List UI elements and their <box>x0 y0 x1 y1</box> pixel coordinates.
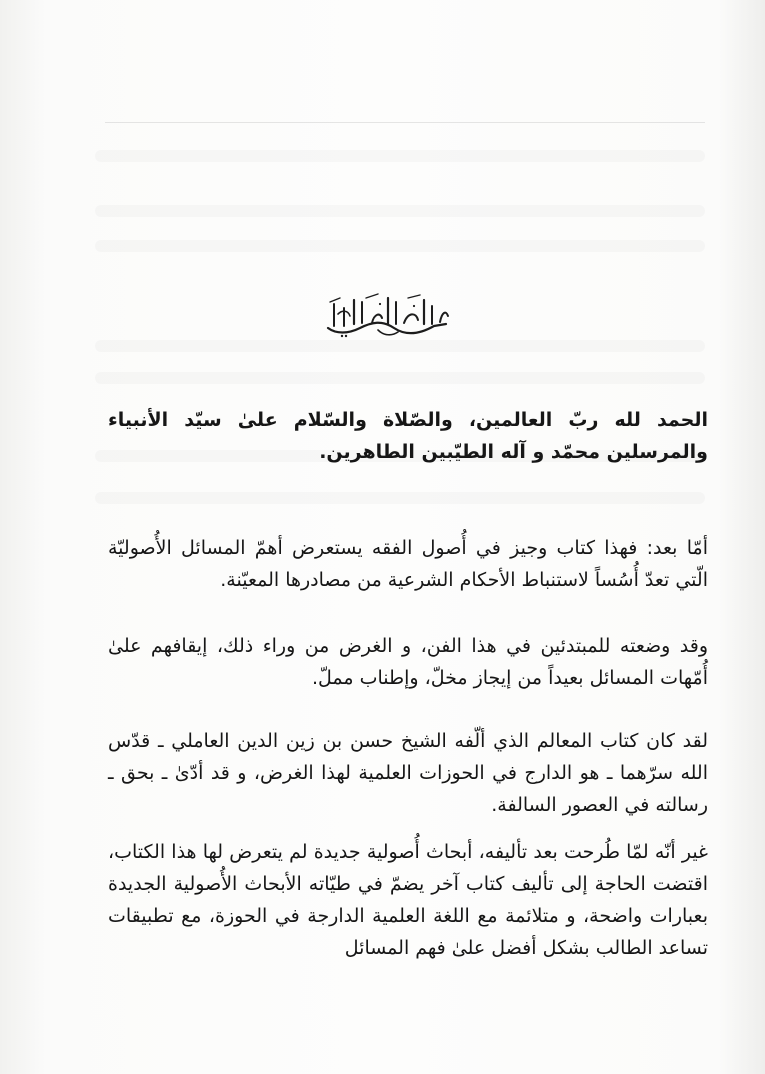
opening-praise-paragraph: الحمد لله ربّ العالمين، والصّلاة والسّلام علىٰ سيّد الأنبياء والمرسلين محمّد و آله الطيّبين الطاهرين. <box>108 409 708 463</box>
show-through-line <box>95 340 705 352</box>
show-through-line <box>95 150 705 162</box>
show-through-rule <box>105 122 705 123</box>
maalim-paragraph: لقد كان كتاب المعالم الذي ألّفه الشيخ حسن بن زين الدين العاملي ـ قدّس الله سرّهما ـ هو الدارج في الحوزات العلمية لهذا الغرض، و قد أدّىٰ ـ بحق ـ رسالته في العصور السالفة. <box>108 730 708 816</box>
show-through-line <box>95 240 705 252</box>
show-through-line <box>95 492 705 504</box>
show-through-line <box>95 205 705 217</box>
purpose-paragraph: وقد وضعته للمبتدئين في هذا الفن، و الغرض من وراء ذلك، إيقافهم علىٰ أُمّهات المسائل بعيداً من إيجاز مخلّ، وإطناب مملّ. <box>108 635 708 689</box>
basmala-calligraphy <box>322 290 452 340</box>
show-through-line <box>95 372 705 384</box>
intro-paragraph: أمّا بعد: فهذا كتاب وجيز في أُصول الفقه يستعرض أهمّ المسائل الأُصوليّة الّتي تعدّ أُسُساً لاستنباط الأحكام الشرعية من مصادرها المعيّنة. <box>108 537 708 591</box>
need-paragraph: غير أنّه لمّا طُرحت بعد تأليفه، أبحاث أُصولية جديدة لم يتعرض لها هذا الكتاب، اقتضت الحاجة إلى تأليف كتاب آخر يضمّ في طيّاته الأبحاث الأُصولية الجديدة بعبارات واضحة، و متلائمة مع اللغة العلمية الدارجة في الحوزة، مع تطبيقات تساعد الطالب بشكل أفضل علىٰ فهم المسائل <box>108 841 708 959</box>
